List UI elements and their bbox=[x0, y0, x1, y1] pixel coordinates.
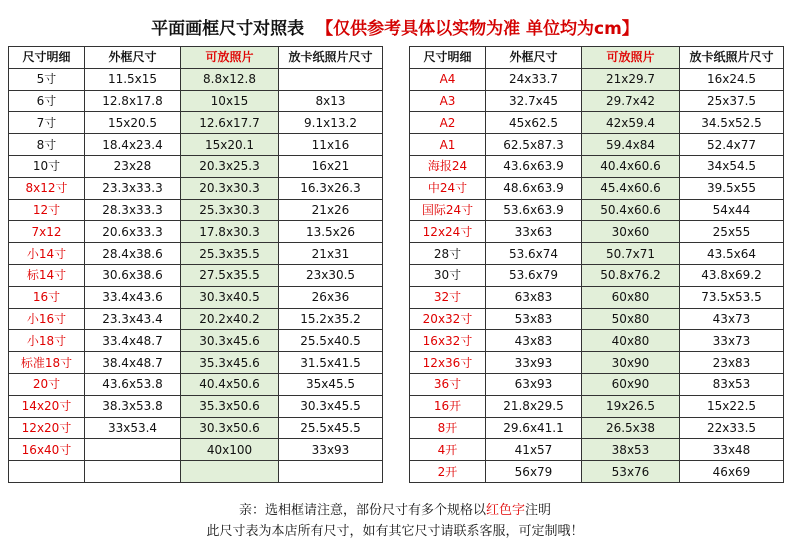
size-name-cell: 8开 bbox=[410, 417, 486, 439]
photo-size-cell: 50.7x71 bbox=[582, 243, 680, 265]
size-name-cell: 7x12 bbox=[9, 221, 85, 243]
table-row bbox=[410, 417, 784, 439]
outer-size-cell: 48.6x63.9 bbox=[486, 177, 582, 199]
photo-size-cell: 45.4x60.6 bbox=[582, 177, 680, 199]
outer-size-cell: 38.4x48.7 bbox=[85, 352, 181, 374]
footer-note-line1 bbox=[0, 499, 790, 518]
table-row bbox=[410, 286, 784, 308]
photo-size-cell: 25.3x30.3 bbox=[181, 199, 279, 221]
table-row bbox=[410, 352, 784, 374]
outer-size-cell: 20.6x33.3 bbox=[85, 221, 181, 243]
table-row bbox=[9, 461, 383, 483]
size-name-cell: 12x36寸 bbox=[410, 352, 486, 374]
photo-size-cell: 19x26.5 bbox=[582, 395, 680, 417]
mat-size-cell bbox=[279, 461, 383, 483]
size-name-cell: 14x20寸 bbox=[9, 395, 85, 417]
outer-size-cell: 33x93 bbox=[486, 352, 582, 374]
mat-size-cell: 52.4x77 bbox=[680, 134, 784, 156]
outer-size-cell: 28.4x38.6 bbox=[85, 243, 181, 265]
header-outer-size: 外框尺寸 bbox=[486, 47, 582, 69]
outer-size-cell: 41x57 bbox=[486, 439, 582, 461]
outer-size-cell: 45x62.5 bbox=[486, 112, 582, 134]
table-row bbox=[410, 395, 784, 417]
table-row bbox=[9, 243, 383, 265]
mat-size-cell: 13.5x26 bbox=[279, 221, 383, 243]
table-row bbox=[9, 417, 383, 439]
size-name-cell: A2 bbox=[410, 112, 486, 134]
photo-size-cell: 42x59.4 bbox=[582, 112, 680, 134]
photo-size-cell: 50.4x60.6 bbox=[582, 199, 680, 221]
photo-size-cell: 29.7x42 bbox=[582, 90, 680, 112]
photo-size-cell: 30.3x45.6 bbox=[181, 330, 279, 352]
size-name-cell: 12x20寸 bbox=[9, 417, 85, 439]
outer-size-cell: 33.4x43.6 bbox=[85, 286, 181, 308]
size-name-cell bbox=[9, 461, 85, 483]
mat-size-cell: 26x36 bbox=[279, 286, 383, 308]
outer-size-cell bbox=[85, 461, 181, 483]
table-row bbox=[410, 155, 784, 177]
header-outer-size: 外框尺寸 bbox=[85, 47, 181, 69]
page-title bbox=[0, 14, 790, 39]
table-row bbox=[9, 352, 383, 374]
mat-size-cell: 73.5x53.5 bbox=[680, 286, 784, 308]
header-mat-size: 放卡纸照片尺寸 bbox=[279, 47, 383, 69]
outer-size-cell: 63x83 bbox=[486, 286, 582, 308]
table-row bbox=[410, 330, 784, 352]
mat-size-cell bbox=[279, 68, 383, 90]
size-name-cell: 5寸 bbox=[9, 68, 85, 90]
mat-size-cell: 25x37.5 bbox=[680, 90, 784, 112]
size-name-cell: 海报24 bbox=[410, 155, 486, 177]
table-row bbox=[9, 155, 383, 177]
outer-size-cell: 29.6x41.1 bbox=[486, 417, 582, 439]
mat-size-cell: 21x31 bbox=[279, 243, 383, 265]
size-name-cell: 16开 bbox=[410, 395, 486, 417]
table-row bbox=[410, 373, 784, 395]
outer-size-cell: 63x93 bbox=[486, 373, 582, 395]
table-row bbox=[410, 439, 784, 461]
outer-size-cell bbox=[85, 439, 181, 461]
photo-size-cell: 35.3x45.6 bbox=[181, 352, 279, 374]
mat-size-cell: 15x22.5 bbox=[680, 395, 784, 417]
mat-size-cell: 83x53 bbox=[680, 373, 784, 395]
mat-size-cell: 43.5x64 bbox=[680, 243, 784, 265]
table-row bbox=[410, 199, 784, 221]
mat-size-cell: 31.5x41.5 bbox=[279, 352, 383, 374]
table-row bbox=[410, 90, 784, 112]
outer-size-cell: 23.3x33.3 bbox=[85, 177, 181, 199]
photo-size-cell: 27.5x35.5 bbox=[181, 264, 279, 286]
title-note: 【仅供参考具体以实物为准 单位均为cm】 bbox=[316, 19, 639, 39]
mat-size-cell: 43x73 bbox=[680, 308, 784, 330]
size-name-cell: 32寸 bbox=[410, 286, 486, 308]
photo-size-cell: 30x90 bbox=[582, 352, 680, 374]
table-row bbox=[410, 134, 784, 156]
outer-size-cell: 30.6x38.6 bbox=[85, 264, 181, 286]
table-row bbox=[410, 308, 784, 330]
mat-size-cell: 25.5x45.5 bbox=[279, 417, 383, 439]
mat-size-cell: 21x26 bbox=[279, 199, 383, 221]
mat-size-cell: 34x54.5 bbox=[680, 155, 784, 177]
outer-size-cell: 15x20.5 bbox=[85, 112, 181, 134]
mat-size-cell: 16.3x26.3 bbox=[279, 177, 383, 199]
table-row bbox=[410, 461, 784, 483]
table-row bbox=[9, 439, 383, 461]
outer-size-cell: 53x83 bbox=[486, 308, 582, 330]
outer-size-cell: 43.6x53.8 bbox=[85, 373, 181, 395]
photo-size-cell: 35.3x50.6 bbox=[181, 395, 279, 417]
size-name-cell: 12寸 bbox=[9, 199, 85, 221]
size-name-cell: 标准18寸 bbox=[9, 352, 85, 374]
table-row bbox=[9, 112, 383, 134]
table-row bbox=[9, 221, 383, 243]
outer-size-cell: 53.6x74 bbox=[486, 243, 582, 265]
size-name-cell: A3 bbox=[410, 90, 486, 112]
mat-size-cell: 25x55 bbox=[680, 221, 784, 243]
outer-size-cell: 33.4x48.7 bbox=[85, 330, 181, 352]
mat-size-cell: 8x13 bbox=[279, 90, 383, 112]
table-row bbox=[9, 308, 383, 330]
outer-size-cell: 32.7x45 bbox=[486, 90, 582, 112]
photo-size-cell: 50x80 bbox=[582, 308, 680, 330]
photo-size-cell: 50.8x76.2 bbox=[582, 264, 680, 286]
mat-size-cell: 33x93 bbox=[279, 439, 383, 461]
photo-size-cell: 40x100 bbox=[181, 439, 279, 461]
size-name-cell: 12x24寸 bbox=[410, 221, 486, 243]
outer-size-cell: 24x33.7 bbox=[486, 68, 582, 90]
mat-size-cell: 43.8x69.2 bbox=[680, 264, 784, 286]
outer-size-cell: 21.8x29.5 bbox=[486, 395, 582, 417]
table-row bbox=[410, 221, 784, 243]
mat-size-cell: 25.5x40.5 bbox=[279, 330, 383, 352]
footer-note-line2: 此尺寸表为本店所有尺寸，如有其它尺寸请联系客服，可定制哦！ bbox=[206, 524, 584, 539]
table-row bbox=[410, 243, 784, 265]
size-name-cell: A4 bbox=[410, 68, 486, 90]
photo-size-cell: 60x80 bbox=[582, 286, 680, 308]
table-row bbox=[9, 68, 383, 90]
size-name-cell: 中24寸 bbox=[410, 177, 486, 199]
photo-size-cell: 15x20.1 bbox=[181, 134, 279, 156]
title-main: 平面画框尺寸对照表 bbox=[151, 19, 305, 39]
outer-size-cell: 23.3x43.4 bbox=[85, 308, 181, 330]
outer-size-cell: 18.4x23.4 bbox=[85, 134, 181, 156]
size-name-cell: 36寸 bbox=[410, 373, 486, 395]
header-photo-size: 可放照片 bbox=[582, 47, 680, 69]
photo-size-cell: 38x53 bbox=[582, 439, 680, 461]
table-row bbox=[9, 286, 383, 308]
table-row bbox=[9, 373, 383, 395]
size-name-cell: 标14寸 bbox=[9, 264, 85, 286]
photo-size-cell: 30x60 bbox=[582, 221, 680, 243]
mat-size-cell: 9.1x13.2 bbox=[279, 112, 383, 134]
photo-size-cell: 59.4x84 bbox=[582, 134, 680, 156]
photo-size-cell: 26.5x38 bbox=[582, 417, 680, 439]
mat-size-cell: 16x21 bbox=[279, 155, 383, 177]
outer-size-cell: 38.3x53.8 bbox=[85, 395, 181, 417]
size-name-cell: 20寸 bbox=[9, 373, 85, 395]
table-row bbox=[9, 395, 383, 417]
mat-size-cell: 11x16 bbox=[279, 134, 383, 156]
size-name-cell: 30寸 bbox=[410, 264, 486, 286]
header-mat-size: 放卡纸照片尺寸 bbox=[680, 47, 784, 69]
size-name-cell: 7寸 bbox=[9, 112, 85, 134]
outer-size-cell: 43x83 bbox=[486, 330, 582, 352]
photo-size-cell: 40.4x60.6 bbox=[582, 155, 680, 177]
outer-size-cell: 53.6x63.9 bbox=[486, 199, 582, 221]
photo-size-cell: 53x76 bbox=[582, 461, 680, 483]
footer-text: 注明 bbox=[525, 503, 552, 518]
mat-size-cell: 22x33.5 bbox=[680, 417, 784, 439]
size-name-cell: 16x40寸 bbox=[9, 439, 85, 461]
mat-size-cell: 54x44 bbox=[680, 199, 784, 221]
mat-size-cell: 23x30.5 bbox=[279, 264, 383, 286]
outer-size-cell: 62.5x87.3 bbox=[486, 134, 582, 156]
size-name-cell: 2开 bbox=[410, 461, 486, 483]
header-size-name: 尺寸明细 bbox=[9, 47, 85, 69]
footer-text: 亲：选相框请注意，部份尺寸有多个规格以 bbox=[238, 503, 486, 518]
size-name-cell: 国际24寸 bbox=[410, 199, 486, 221]
size-name-cell: 16x32寸 bbox=[410, 330, 486, 352]
size-name-cell: 8x12寸 bbox=[9, 177, 85, 199]
table-row bbox=[9, 330, 383, 352]
photo-size-cell: 20.3x25.3 bbox=[181, 155, 279, 177]
photo-size-cell: 40.4x50.6 bbox=[181, 373, 279, 395]
mat-size-cell: 23x83 bbox=[680, 352, 784, 374]
outer-size-cell: 56x79 bbox=[486, 461, 582, 483]
photo-size-cell: 30.3x40.5 bbox=[181, 286, 279, 308]
outer-size-cell: 12.8x17.8 bbox=[85, 90, 181, 112]
table-header-row bbox=[9, 47, 383, 69]
table-row bbox=[9, 199, 383, 221]
table-row bbox=[410, 112, 784, 134]
size-table-left bbox=[8, 46, 383, 483]
photo-size-cell: 12.6x17.7 bbox=[181, 112, 279, 134]
table-row bbox=[9, 90, 383, 112]
size-name-cell: 10寸 bbox=[9, 155, 85, 177]
table-row bbox=[410, 177, 784, 199]
mat-size-cell: 16x24.5 bbox=[680, 68, 784, 90]
table-row bbox=[9, 177, 383, 199]
photo-size-cell: 25.3x35.5 bbox=[181, 243, 279, 265]
outer-size-cell: 11.5x15 bbox=[85, 68, 181, 90]
table-row bbox=[9, 134, 383, 156]
outer-size-cell: 28.3x33.3 bbox=[85, 199, 181, 221]
mat-size-cell: 39.5x55 bbox=[680, 177, 784, 199]
footer-red-text: 红色字 bbox=[485, 503, 525, 518]
size-name-cell: 小18寸 bbox=[9, 330, 85, 352]
mat-size-cell: 35x45.5 bbox=[279, 373, 383, 395]
mat-size-cell: 30.3x45.5 bbox=[279, 395, 383, 417]
photo-size-cell: 21x29.7 bbox=[582, 68, 680, 90]
photo-size-cell: 8.8x12.8 bbox=[181, 68, 279, 90]
mat-size-cell: 34.5x52.5 bbox=[680, 112, 784, 134]
photo-size-cell: 17.8x30.3 bbox=[181, 221, 279, 243]
photo-size-cell: 40x80 bbox=[582, 330, 680, 352]
table-row bbox=[410, 264, 784, 286]
outer-size-cell: 53.6x79 bbox=[486, 264, 582, 286]
header-size-name: 尺寸明细 bbox=[410, 47, 486, 69]
size-name-cell: 16寸 bbox=[9, 286, 85, 308]
outer-size-cell: 33x53.4 bbox=[85, 417, 181, 439]
photo-size-cell: 20.3x30.3 bbox=[181, 177, 279, 199]
mat-size-cell: 15.2x35.2 bbox=[279, 308, 383, 330]
size-name-cell: 28寸 bbox=[410, 243, 486, 265]
photo-size-cell: 30.3x50.6 bbox=[181, 417, 279, 439]
photo-size-cell: 10x15 bbox=[181, 90, 279, 112]
size-table-right bbox=[409, 46, 784, 483]
size-name-cell: 小14寸 bbox=[9, 243, 85, 265]
table-row bbox=[9, 264, 383, 286]
mat-size-cell: 33x73 bbox=[680, 330, 784, 352]
photo-size-cell: 60x90 bbox=[582, 373, 680, 395]
photo-size-cell bbox=[181, 461, 279, 483]
photo-size-cell: 20.2x40.2 bbox=[181, 308, 279, 330]
header-photo-size: 可放照片 bbox=[181, 47, 279, 69]
mat-size-cell: 46x69 bbox=[680, 461, 784, 483]
mat-size-cell: 33x48 bbox=[680, 439, 784, 461]
size-name-cell: 20x32寸 bbox=[410, 308, 486, 330]
outer-size-cell: 33x63 bbox=[486, 221, 582, 243]
size-name-cell: 6寸 bbox=[9, 90, 85, 112]
outer-size-cell: 43.6x63.9 bbox=[486, 155, 582, 177]
outer-size-cell: 23x28 bbox=[85, 155, 181, 177]
table-header-row bbox=[410, 47, 784, 69]
size-name-cell: 4开 bbox=[410, 439, 486, 461]
table-row bbox=[410, 68, 784, 90]
size-name-cell: 8寸 bbox=[9, 134, 85, 156]
size-name-cell: 小16寸 bbox=[9, 308, 85, 330]
size-name-cell: A1 bbox=[410, 134, 486, 156]
